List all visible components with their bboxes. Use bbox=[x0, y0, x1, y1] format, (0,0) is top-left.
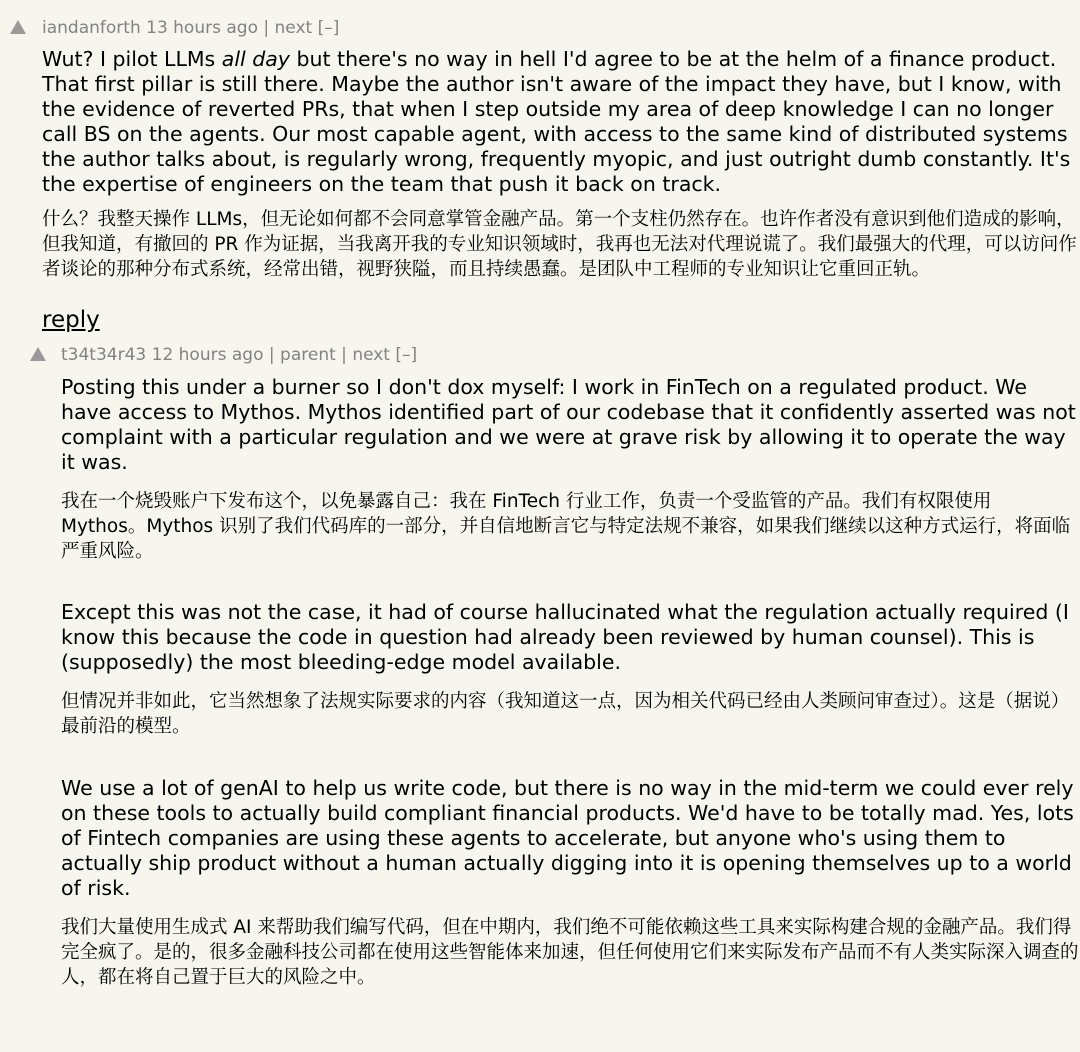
comment-paragraph-2-en: Except this was not the case, it had of course hallucinated what the regulation actually required (I know this because the code in question had already been reviewed by human counsel). This is (supposedly) the most bleeding-edge model available. bbox=[61, 600, 1069, 674]
comment-age[interactable]: 13 hours ago bbox=[146, 18, 258, 38]
parent-link[interactable]: parent bbox=[280, 345, 336, 365]
comment-author[interactable]: iandanforth bbox=[42, 18, 141, 38]
reply-link[interactable]: reply bbox=[42, 307, 100, 333]
comment-paragraph-3-en: We use a lot of genAI to help us write code, but there is no way in the mid-term we could ever rely on these tools to actually build compliant financial products. We'd have to be totally mad. Yes, lots of Fintech companies are using these agents to accelerate, but anyone who's using them to actually ship product without a human actually digging into it is opening themselves up to a world of risk. bbox=[61, 776, 1074, 900]
comment-text-zh: 什么？我整天操作 LLMs，但无论如何都不会同意掌管金融产品。第一个支柱仍然存在。也许作者没有意识到他们造成的影响，但我知道，有撤回的 PR 作为证据，当我离开我的专业知识领域时，我再也无法对代理说谎了。我们最强大的代理，可以访问作者谈论的那种分布式系统，经常出错，视野狭隘，而且持续愚蠢。是团队中工程师的专业知识让它重回正轨。 bbox=[42, 209, 1077, 280]
comment-age[interactable]: 12 hours ago bbox=[151, 345, 264, 365]
comment-author[interactable]: t34t34r43 bbox=[61, 345, 147, 365]
separator: | bbox=[263, 18, 270, 38]
comment-text-en: Wut? I pilot LLMs all day but there's no way in hell I'd agree to be at the helm of a finance product. That first pillar is still there. Maybe the author isn't aware of the impact they have, but I know, with the evidence of reverted PRs, that when I step outside my area of deep knowledge I can no longer call BS on the agents. Our most capable agent, with access to the same kind of distributed systems the author talks about, is regularly wrong, frequently myopic, and just outright dumb constantly. It's the expertise of engineers on the team that push it back on track. bbox=[42, 47, 1071, 196]
separator: | bbox=[341, 345, 347, 365]
comment-paragraph-3-zh: 我们大量使用生成式 AI 来帮助我们编写代码，但在中期内，我们绝不可能依赖这些工具来实际构建合规的金融产品。我们得完全疯了。是的，很多金融科技公司都在使用这些智能体来加速，但任何使用它们来实际发布产品而不有人类实际深入调查的人，都在将自己置于巨大的风险之中。 bbox=[61, 917, 1079, 988]
next-link[interactable]: next bbox=[352, 345, 390, 365]
comment-2 bbox=[0, 341, 1080, 990]
comment-meta bbox=[42, 14, 1080, 42]
collapse-toggle[interactable]: [–] bbox=[395, 345, 418, 365]
comment-1 bbox=[0, 0, 1080, 341]
upvote-arrow-icon[interactable] bbox=[10, 20, 26, 34]
collapse-toggle[interactable]: [–] bbox=[317, 18, 340, 38]
comment-paragraph-1-en: Posting this under a burner so I don't dox myself: I work in FinTech on a regulated product. We have access to Mythos. Mythos identified part of our codebase that it confidently asserted was not complaint with a particular regulation and we were at grave risk by allowing it to operate the way it was. bbox=[61, 375, 1076, 474]
upvote-arrow-icon[interactable] bbox=[30, 347, 46, 361]
comment-paragraph-2-zh: 但情况并非如此，它当然想象了法规实际要求的内容（我知道这一点，因为相关代码已经由人类顾问审查过）。这是（据说）最前沿的模型。 bbox=[61, 691, 1070, 737]
separator: | bbox=[268, 345, 275, 365]
next-link[interactable]: next bbox=[274, 18, 313, 38]
comment-paragraph-1-zh: 我在一个烧毁账户下发布这个，以免暴露自己：我在 FinTech 行业工作，负责一个受监管的产品。我们有权限使用 Mythos。Mythos 识别了我们代码库的一部分，并自信地断言它与特定法规不兼容，如果我们继续以这种方式运行，将面临严重风险。 bbox=[61, 491, 1071, 562]
comment-meta bbox=[61, 341, 1080, 369]
